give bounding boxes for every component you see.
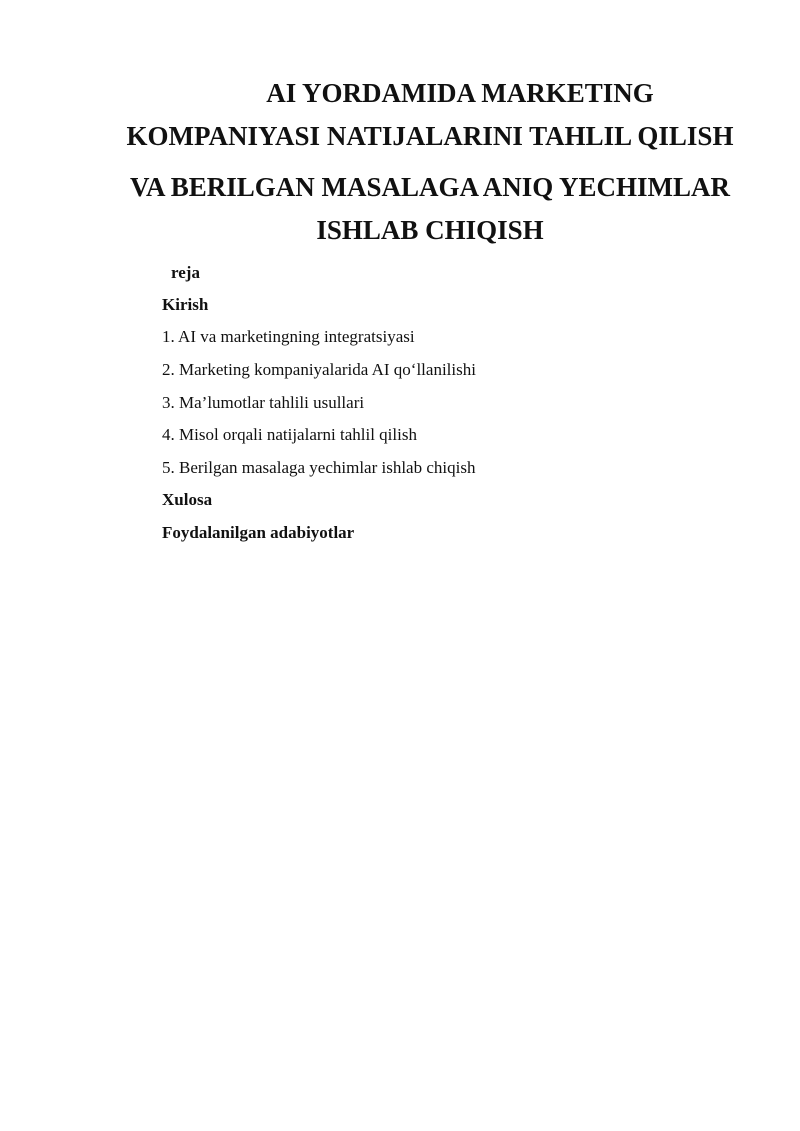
toc-item-4: 4. Misol orqali natijalarni tahlil qilish [162, 425, 417, 444]
toc-item-introduction: Kirish [162, 295, 209, 314]
toc-item-3: 3. Ma’lumotlar tahlili usullari [162, 393, 365, 412]
title-line-4: ISHLAB CHIQISH [316, 215, 544, 245]
toc-item-5: 5. Berilgan masalaga yechimlar ishlab chiqish [162, 458, 476, 477]
toc-item-2: 2. Marketing kompaniyalarida AI qo‘llanilishi [162, 360, 476, 379]
title-line-1: AI YORDAMIDA MARKETING [266, 78, 654, 108]
title-line-3: VA BERILGAN MASALAGA ANIQ YECHIMLAR [129, 172, 731, 202]
toc-item-1: 1. AI va marketingning integratsiyasi [162, 327, 415, 346]
plan-label: reja [171, 263, 200, 282]
toc-item-conclusion: Xulosa [162, 490, 213, 509]
toc-item-references: Foydalanilgan adabiyotlar [162, 523, 355, 542]
title-line-2: KOMPANIYASI NATIJALARINI TAHLIL QILISH [126, 121, 734, 151]
